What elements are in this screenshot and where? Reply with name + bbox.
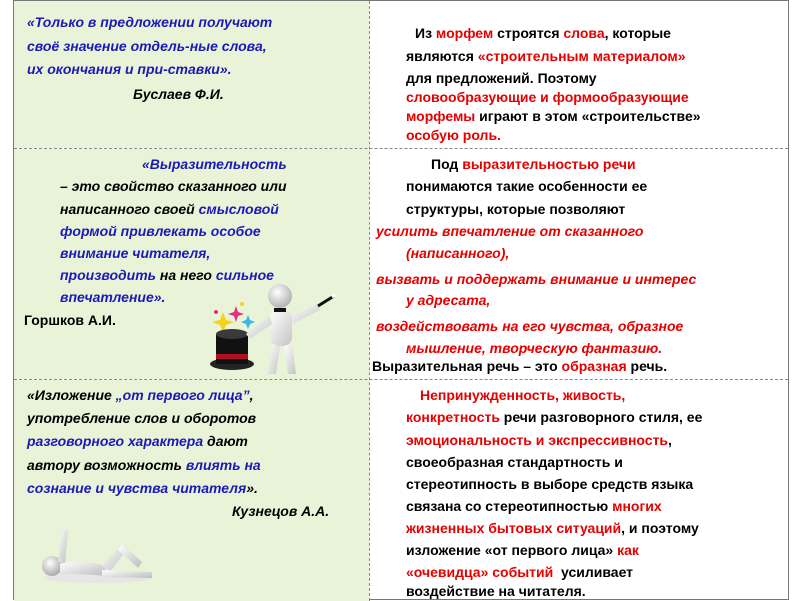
row2-right-line-6: вызвать и поддержать внимание и интерес: [376, 271, 697, 287]
row1-right-line-3: для предложений. Поэтому: [406, 70, 597, 86]
row1-right-line-1: Из морфем строятся слова, которые: [415, 25, 671, 41]
row3-right-line-5: стереотипность в выборе средств языка: [406, 476, 694, 492]
row1-right-line-4: словообразующие и формообразующие: [406, 89, 689, 105]
row1-right-line-6: особую роль.: [406, 127, 501, 143]
buslaev-quote-line-3: их окончания и при-ставки».: [27, 61, 232, 77]
gorshkov-quote-line-6: производить на него сильное: [60, 267, 274, 283]
column-divider: [369, 1, 371, 601]
gorshkov-author: Горшков А.И.: [24, 312, 116, 328]
kuznetsov-quote-line-2: употребление слов и оборотов: [27, 410, 257, 426]
gorshkov-quote-line-7: впечатление».: [60, 289, 166, 305]
kuznetsov-author: Кузнецов А.А.: [232, 503, 330, 519]
row2-right-line-2: понимаются такие особенности ее: [406, 178, 648, 194]
buslaev-author: Буслаев Ф.И.: [133, 86, 224, 102]
row3-right-line-3: эмоциональность и экспрессивность,: [406, 432, 672, 448]
row2-right-line-10: Выразительная речь – это образная речь.: [372, 358, 668, 374]
row2-right-line-4: усилить впечатление от сказанного: [376, 223, 644, 239]
row2-right-line-5: (написанного),: [406, 245, 510, 261]
kuznetsov-quote-line-1: «Изложение „от первого лица”,: [27, 387, 254, 403]
row3-right-line-9: «очевидца» событий усиливает: [406, 564, 634, 580]
gorshkov-quote-line-3: написанного своей смысловой: [60, 201, 279, 217]
gorshkov-quote-line-2: – это свойство сказанного или: [60, 178, 287, 194]
row3-right-line-7: жизненных бытовых ситуаций, и поэтому: [406, 520, 699, 536]
row-divider-2: [14, 379, 788, 380]
row3-right-line-8: изложение «от первого лица» как: [406, 542, 639, 558]
kuznetsov-quote-line-3: разговорного характера дают: [27, 433, 248, 449]
gorshkov-quote-line-1: «Выразительность: [142, 156, 287, 172]
row1-right-line-5: морфемы играют в этом «строительстве»: [406, 108, 701, 124]
gorshkov-quote-line-5: внимание читателя,: [60, 245, 211, 261]
reclining-figure-icon: [40, 522, 158, 584]
row3-right-line-1: Непринужденность, живость,: [420, 387, 626, 403]
row1-right-line-2: являются «строительным материалом»: [406, 48, 686, 64]
row2-right-line-3: структуры, которые позволяют: [406, 201, 626, 217]
kuznetsov-quote-line-4: автору возможность влиять на: [27, 457, 261, 473]
row2-right-line-1: Под выразительностью речи: [431, 156, 636, 172]
row3-right-line-10: воздействие на читателя.: [406, 583, 586, 599]
gorshkov-quote-line-4: формой привлекать особое: [60, 223, 261, 239]
row2-right-line-9: мышление, творческую фантазию.: [406, 340, 663, 356]
row2-right-line-8: воздействовать на его чувства, образное: [376, 318, 684, 334]
magician-figure-icon: [206, 282, 338, 378]
row2-right-line-7: у адресата,: [406, 292, 491, 308]
row3-right-line-6: связана со стереотипностью многих: [406, 498, 662, 514]
buslaev-quote-line-1: «Только в предложении получают: [27, 14, 273, 30]
row3-right-line-2: конкретность речи разговорного стиля, ее: [406, 409, 703, 425]
buslaev-quote-line-2: своё значение отдель-ные слова,: [27, 38, 267, 54]
kuznetsov-quote-line-5: сознание и чувства читателя».: [27, 480, 258, 496]
row-divider-1: [14, 148, 788, 149]
row3-right-line-4: своеобразная стандартность и: [406, 454, 623, 470]
